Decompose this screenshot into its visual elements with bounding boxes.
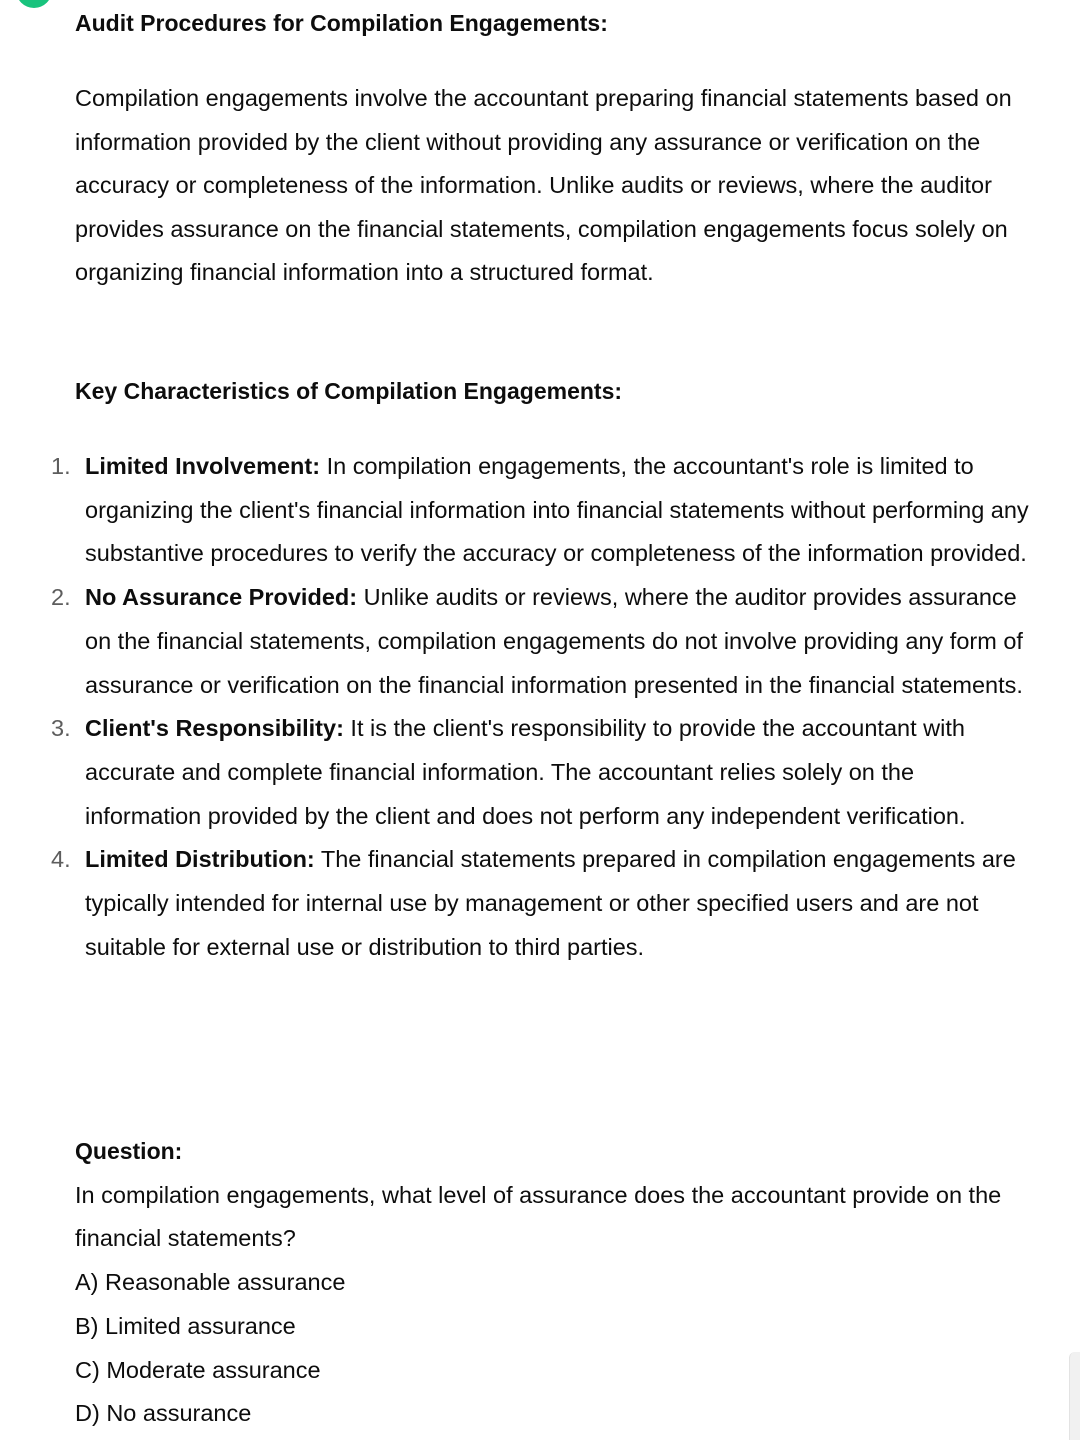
- list-item-text: In compilation engagements, the accountant's role is limited to organizing the client's financial information into financial statements without performing any substantive procedures to verify the accuracy or completeness of the information provided.: [85, 453, 1029, 567]
- list-item-number: 4.: [51, 846, 71, 873]
- question-label: Question:: [75, 1138, 183, 1164]
- assistant-avatar: [16, 0, 52, 8]
- answer-option-c: C) Moderate assurance: [75, 1356, 321, 1383]
- list-item-number: 1.: [51, 453, 71, 479]
- answer-option-a: A) Reasonable assurance: [75, 1269, 346, 1296]
- list-item-text: The financial statements prepared in compilation engagements are typically intended for internal use by management or other specified users and are not suitable for external use or distribution to third parties.: [85, 846, 1016, 960]
- list-item-title: Client's Responsibility:: [85, 715, 344, 742]
- list-item-title: No Assurance Provided:: [85, 584, 358, 611]
- list-item-number: 2.: [51, 584, 71, 611]
- list-item: [51, 576, 1031, 707]
- list-item-title: Limited Distribution:: [85, 846, 315, 873]
- answer-option-b: B) Limited assurance: [75, 1312, 296, 1339]
- list-item: [51, 707, 1031, 838]
- list-item-text: It is the client's responsibility to provide the accountant with accurate and complete financial information. The accountant relies solely on the information provided by the client and does not perform any independent verification.: [85, 715, 966, 829]
- list-item-text: Unlike audits or reviews, where the auditor provides assurance on the financial statements, compilation engagements do not involve providing any form of assurance or verification on the financial information presented in the financial statements.: [85, 584, 1023, 698]
- intro-paragraph: Compilation engagements involve the accountant preparing financial statements based on information provided by the client without providing any assurance or verification on the accuracy or completeness of the information. Unlike audits or reviews, where the auditor provides assurance on the financial statements, compilation engagements focus solely on organizing financial information into a structured format.: [75, 85, 1012, 286]
- section-heading-key-characteristics: Key Characteristics of Compilation Engagements:: [75, 378, 623, 404]
- section-heading-audit-procedures: Audit Procedures for Compilation Engagements:: [75, 10, 608, 36]
- list-item-number: 3.: [51, 715, 71, 742]
- list-item: [51, 838, 1031, 969]
- answer-option-d: D) No assurance: [75, 1400, 252, 1427]
- list-item: [51, 445, 1031, 576]
- question-text: In compilation engagements, what level of assurance does the accountant provide on the financial statements?: [75, 1181, 1002, 1252]
- question-block: [75, 1130, 1025, 1436]
- list-item-title: Limited Involvement:: [85, 453, 321, 479]
- characteristics-list: [51, 445, 1031, 969]
- scrollbar[interactable]: [1069, 1352, 1080, 1440]
